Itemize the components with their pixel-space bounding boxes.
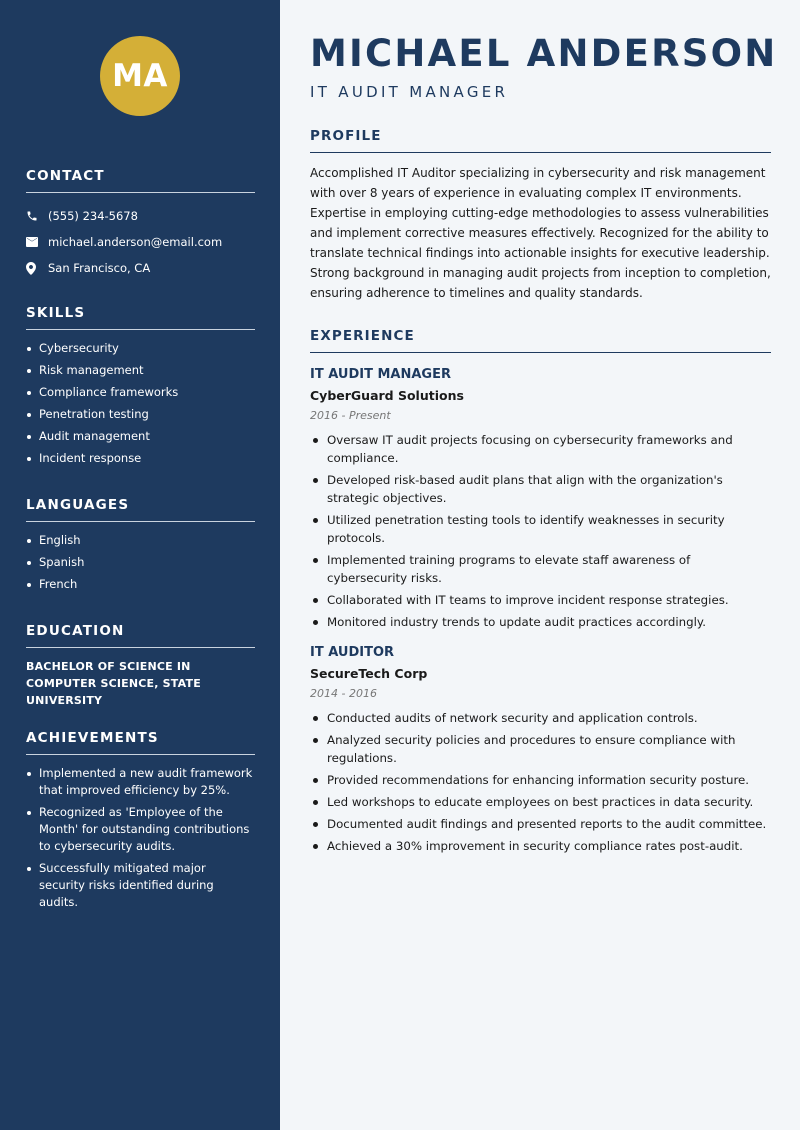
experience-section — [310, 328, 771, 859]
job-bullets — [310, 431, 771, 631]
job-bullet: Provided recommendations for enhancing information security posture. — [310, 771, 771, 789]
skill-item: Risk management — [26, 362, 255, 379]
contact-email — [26, 229, 255, 255]
candidate-title: IT AUDIT MANAGER — [310, 83, 509, 101]
email-icon — [26, 237, 48, 247]
phone-text: (555) 234-5678 — [48, 209, 138, 223]
skills-list — [26, 340, 255, 467]
job-bullets — [310, 709, 771, 855]
profile-heading: PROFILE — [310, 128, 771, 153]
job-bullet: Utilized penetration testing tools to identify weaknesses in security protocols. — [310, 511, 771, 547]
skill-item: Compliance frameworks — [26, 384, 255, 401]
contact-phone — [26, 203, 255, 229]
job-bullet: Developed risk-based audit plans that align with the organization's strategic objectives. — [310, 471, 771, 507]
language-item: Spanish — [26, 554, 255, 571]
job-bullet: Achieved a 30% improvement in security compliance rates post-audit. — [310, 837, 771, 855]
languages-list — [26, 532, 255, 593]
job-role: IT AUDIT MANAGER — [310, 367, 451, 382]
skill-item: Penetration testing — [26, 406, 255, 423]
sidebar — [0, 0, 280, 1130]
job-entry — [310, 645, 771, 855]
job-bullet: Documented audit findings and presented reports to the audit committee. — [310, 815, 771, 833]
education-degree: BACHELOR OF SCIENCE IN COMPUTER SCIENCE, STATE UNIVERSITY — [26, 660, 201, 707]
achievement-item: Successfully mitigated major security risks identified during audits. — [26, 860, 255, 911]
job-dates: 2014 - 2016 — [310, 687, 377, 700]
job-bullet: Conducted audits of network security and application controls. — [310, 709, 771, 727]
job-entry — [310, 367, 771, 631]
achievements-section — [26, 730, 255, 916]
achievement-item: Implemented a new audit framework that improved efficiency by 25%. — [26, 765, 255, 799]
contact-heading: CONTACT — [26, 168, 255, 193]
education-section — [26, 623, 255, 709]
job-bullet: Collaborated with IT teams to improve incident response strategies. — [310, 591, 771, 609]
achievement-item: Recognized as 'Employee of the Month' for outstanding contributions to cybersecurity audits. — [26, 804, 255, 855]
phone-icon — [26, 210, 48, 222]
email-text[interactable]: michael.anderson@email.com — [48, 235, 223, 249]
languages-heading: LANGUAGES — [26, 497, 255, 522]
languages-section — [26, 497, 255, 598]
profile-text: Accomplished IT Auditor specializing in cybersecurity and risk management with over 8 years of experience in evaluating complex IT environments. Expertise in employing cutting-edge methodologies to assess vulnerabilities and implement corrective measures effectively. Recognized for the ability to translate technical findings into actionable insights for executive leadership. Strong background in managing audit projects from inception to completion, ensuring adherence to timelines and quality standards. — [310, 166, 771, 300]
contact-location — [26, 255, 255, 281]
achievements-heading: ACHIEVEMENTS — [26, 730, 255, 755]
job-company: SecureTech Corp — [310, 666, 428, 681]
job-bullet: Monitored industry trends to update audit practices accordingly. — [310, 613, 771, 631]
job-company: CyberGuard Solutions — [310, 388, 464, 403]
profile-section — [310, 128, 771, 303]
language-item: English — [26, 532, 255, 549]
experience-heading: EXPERIENCE — [310, 328, 771, 353]
skill-item: Cybersecurity — [26, 340, 255, 357]
candidate-name: MICHAEL ANDERSON — [310, 32, 778, 75]
job-dates: 2016 - Present — [310, 409, 391, 422]
achievements-list — [26, 765, 255, 911]
avatar — [100, 36, 180, 116]
avatar-initials: MA — [112, 58, 168, 94]
skill-item: Audit management — [26, 428, 255, 445]
job-bullet: Oversaw IT audit projects focusing on cybersecurity frameworks and compliance. — [310, 431, 771, 467]
job-bullet: Implemented training programs to elevate staff awareness of cybersecurity risks. — [310, 551, 771, 587]
skills-section — [26, 305, 255, 472]
job-bullet: Led workshops to educate employees on best practices in data security. — [310, 793, 771, 811]
job-role: IT AUDITOR — [310, 645, 395, 660]
job-bullet: Analyzed security policies and procedures to ensure compliance with regulations. — [310, 731, 771, 767]
skills-heading: SKILLS — [26, 305, 255, 330]
education-heading: EDUCATION — [26, 623, 255, 648]
location-text: San Francisco, CA — [48, 261, 151, 275]
language-item: French — [26, 576, 255, 593]
location-pin-icon — [26, 262, 48, 275]
contact-section — [26, 168, 255, 281]
skill-item: Incident response — [26, 450, 255, 467]
